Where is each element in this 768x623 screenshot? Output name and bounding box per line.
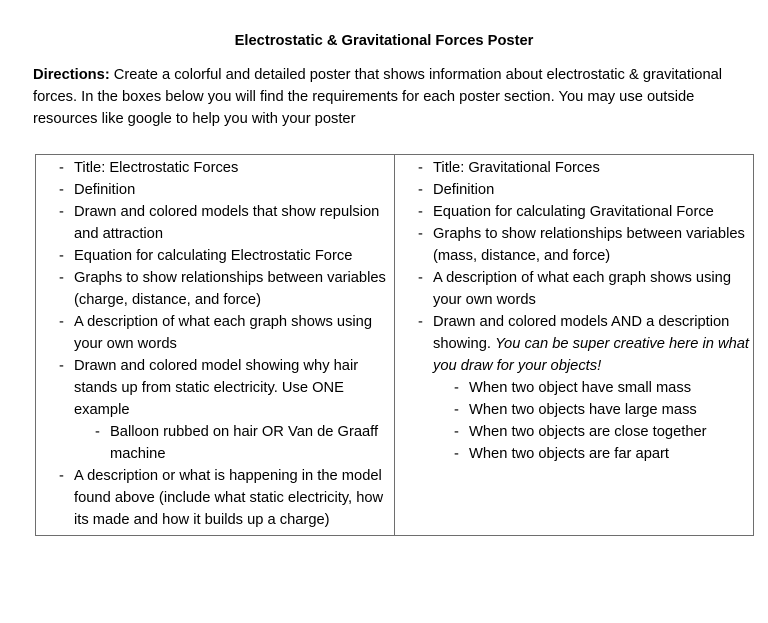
list-item — [400, 223, 749, 267]
list-item-text: Graphs to show relationships between variables (mass, distance, and force) — [433, 226, 745, 264]
list-item-text: A description or what is happening in the model found above (include what static electricity, how its made and how it builds up a charge) — [74, 468, 384, 528]
list-item-text: Drawn and colored models AND a description showing. You can be super creative here in what you draw for your objects! — [433, 314, 749, 374]
list-item — [400, 399, 749, 421]
list-item — [41, 267, 390, 311]
list-item — [41, 201, 390, 245]
list-item — [400, 201, 749, 223]
dash-bullet: - — [95, 424, 100, 440]
gravitational-forces-cell — [395, 155, 754, 536]
list-item — [41, 157, 390, 179]
list-item-text: Graphs to show relationships between variables (charge, distance, and force) — [74, 270, 386, 308]
dash-bullet: - — [59, 468, 64, 484]
dash-bullet: - — [454, 380, 459, 396]
document-page — [0, 30, 768, 623]
dash-bullet: - — [59, 204, 64, 220]
list-item-text: When two object have small mass — [469, 380, 692, 396]
list-item — [41, 421, 390, 465]
list-item — [41, 311, 390, 355]
list-item-text: Definition — [74, 182, 136, 198]
dash-bullet: - — [59, 314, 64, 330]
dash-bullet: - — [418, 314, 423, 330]
list-item-text: A description of what each graph shows using your own words — [433, 270, 732, 308]
directions-label: Directions: — [33, 67, 110, 83]
list-item-text: Balloon rubbed on hair OR Van de Graaff machine — [110, 424, 379, 462]
dash-bullet: - — [418, 182, 423, 198]
list-item — [41, 355, 390, 421]
list-item-text: Drawn and colored model showing why hair stands up from static electricity. Use ONE example — [74, 358, 359, 418]
directions-text: Create a colorful and detailed poster that shows information about electrostatic & gravitational forces. In the boxes below you will find the requirements for each poster section. You may use outside resources like google to help you with your poster — [33, 67, 723, 127]
dash-bullet: - — [59, 270, 64, 286]
list-item — [41, 245, 390, 267]
dash-bullet: - — [418, 160, 423, 176]
list-item — [41, 465, 390, 531]
list-item — [400, 157, 749, 179]
list-item — [400, 179, 749, 201]
list-item — [400, 311, 749, 377]
list-item-text: Definition — [433, 182, 495, 198]
dash-bullet: - — [59, 248, 64, 264]
electrostatic-requirements-list — [41, 157, 390, 531]
list-item — [400, 421, 749, 443]
directions-paragraph — [33, 64, 735, 130]
list-item — [400, 377, 749, 399]
dash-bullet: - — [454, 424, 459, 440]
gravitational-requirements-list — [400, 157, 749, 465]
dash-bullet: - — [418, 226, 423, 242]
dash-bullet: - — [59, 160, 64, 176]
list-item-text: A description of what each graph shows using your own words — [74, 314, 373, 352]
list-item-text: When two objects are far apart — [469, 446, 670, 462]
dash-bullet: - — [454, 446, 459, 462]
list-item-text: Drawn and colored models that show repulsion and attraction — [74, 204, 380, 242]
list-item-text: Equation for calculating Electrostatic Force — [74, 248, 353, 264]
list-item-text: When two objects are close together — [469, 424, 707, 440]
page-title: Electrostatic & Gravitational Forces Poster — [234, 33, 534, 49]
dash-bullet: - — [59, 358, 64, 374]
list-item-text: When two objects have large mass — [469, 402, 697, 418]
list-item — [400, 267, 749, 311]
list-item — [41, 179, 390, 201]
list-item-text: Title: Gravitational Forces — [433, 160, 600, 176]
dash-bullet: - — [418, 204, 423, 220]
list-item — [400, 443, 749, 465]
electrostatic-forces-cell — [36, 155, 395, 536]
dash-bullet: - — [59, 182, 64, 198]
dash-bullet: - — [418, 270, 423, 286]
list-item-text: Equation for calculating Gravitational Force — [433, 204, 714, 220]
list-item-text: Title: Electrostatic Forces — [74, 160, 239, 176]
dash-bullet: - — [454, 402, 459, 418]
requirements-table — [35, 154, 754, 536]
